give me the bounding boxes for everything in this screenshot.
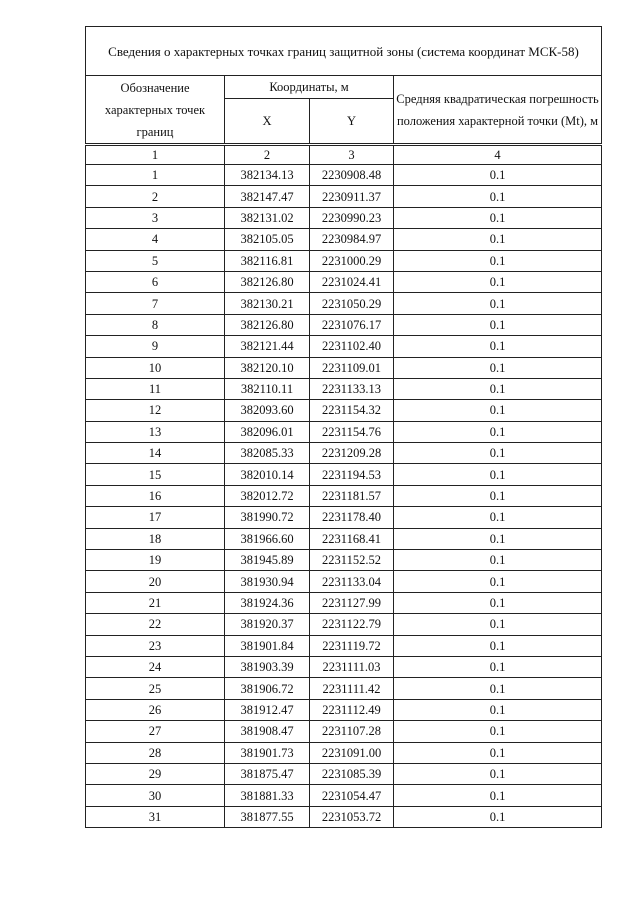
column-number: 1 bbox=[86, 145, 225, 165]
y-coordinate-cell: 2231076.17 bbox=[310, 314, 394, 335]
column-number: 2 bbox=[225, 145, 310, 165]
table-title: Сведения о характерных точках границ защитной зоны (система координат МСК-58) bbox=[86, 27, 602, 76]
error-cell: 0.1 bbox=[394, 229, 602, 250]
y-coordinate-cell: 2231091.00 bbox=[310, 742, 394, 763]
error-cell: 0.1 bbox=[394, 186, 602, 207]
table-row bbox=[86, 378, 602, 399]
point-id-cell: 5 bbox=[86, 250, 225, 271]
x-coordinate-cell: 382085.33 bbox=[225, 443, 310, 464]
y-coordinate-cell: 2230911.37 bbox=[310, 186, 394, 207]
y-coordinate-cell: 2231133.13 bbox=[310, 378, 394, 399]
table-row bbox=[86, 763, 602, 784]
table-row bbox=[86, 186, 602, 207]
table-row bbox=[86, 528, 602, 549]
table-row bbox=[86, 271, 602, 292]
table-row bbox=[86, 721, 602, 742]
point-id-cell: 4 bbox=[86, 229, 225, 250]
table-row bbox=[86, 165, 602, 186]
header-point: Обозначение характерных точек границ bbox=[86, 76, 225, 145]
y-coordinate-cell: 2231111.42 bbox=[310, 678, 394, 699]
point-id-cell: 31 bbox=[86, 806, 225, 827]
x-coordinate-cell: 382105.05 bbox=[225, 229, 310, 250]
error-cell: 0.1 bbox=[394, 421, 602, 442]
x-coordinate-cell: 381877.55 bbox=[225, 806, 310, 827]
error-cell: 0.1 bbox=[394, 763, 602, 784]
x-coordinate-cell: 381901.84 bbox=[225, 635, 310, 656]
x-coordinate-cell: 382010.14 bbox=[225, 464, 310, 485]
y-coordinate-cell: 2231024.41 bbox=[310, 271, 394, 292]
error-cell: 0.1 bbox=[394, 357, 602, 378]
error-cell: 0.1 bbox=[394, 721, 602, 742]
point-id-cell: 2 bbox=[86, 186, 225, 207]
y-coordinate-cell: 2231102.40 bbox=[310, 336, 394, 357]
y-coordinate-cell: 2231209.28 bbox=[310, 443, 394, 464]
x-coordinate-cell: 381901.73 bbox=[225, 742, 310, 763]
x-coordinate-cell: 382126.80 bbox=[225, 314, 310, 335]
point-id-cell: 11 bbox=[86, 378, 225, 399]
x-coordinate-cell: 382121.44 bbox=[225, 336, 310, 357]
x-coordinate-cell: 381881.33 bbox=[225, 785, 310, 806]
header-y: Y bbox=[310, 99, 394, 145]
point-id-cell: 12 bbox=[86, 400, 225, 421]
y-coordinate-cell: 2231000.29 bbox=[310, 250, 394, 271]
point-id-cell: 30 bbox=[86, 785, 225, 806]
point-id-cell: 1 bbox=[86, 165, 225, 186]
point-id-cell: 6 bbox=[86, 271, 225, 292]
table-row bbox=[86, 464, 602, 485]
y-coordinate-cell: 2231133.04 bbox=[310, 571, 394, 592]
x-coordinate-cell: 381908.47 bbox=[225, 721, 310, 742]
error-cell: 0.1 bbox=[394, 614, 602, 635]
x-coordinate-cell: 381945.89 bbox=[225, 550, 310, 571]
coordinates-table bbox=[85, 26, 602, 828]
table-row bbox=[86, 699, 602, 720]
point-id-cell: 22 bbox=[86, 614, 225, 635]
point-id-cell: 25 bbox=[86, 678, 225, 699]
error-cell: 0.1 bbox=[394, 336, 602, 357]
error-cell: 0.1 bbox=[394, 528, 602, 549]
x-coordinate-cell: 382093.60 bbox=[225, 400, 310, 421]
y-coordinate-cell: 2230908.48 bbox=[310, 165, 394, 186]
error-cell: 0.1 bbox=[394, 806, 602, 827]
y-coordinate-cell: 2231107.28 bbox=[310, 721, 394, 742]
error-cell: 0.1 bbox=[394, 293, 602, 314]
y-coordinate-cell: 2231178.40 bbox=[310, 507, 394, 528]
error-cell: 0.1 bbox=[394, 699, 602, 720]
x-coordinate-cell: 381875.47 bbox=[225, 763, 310, 784]
y-coordinate-cell: 2231181.57 bbox=[310, 485, 394, 506]
table-row bbox=[86, 656, 602, 677]
x-coordinate-cell: 382131.02 bbox=[225, 207, 310, 228]
table-row bbox=[86, 314, 602, 335]
x-coordinate-cell: 382116.81 bbox=[225, 250, 310, 271]
table-row bbox=[86, 443, 602, 464]
y-coordinate-cell: 2231194.53 bbox=[310, 464, 394, 485]
error-cell: 0.1 bbox=[394, 250, 602, 271]
table-row bbox=[86, 742, 602, 763]
x-coordinate-cell: 382130.21 bbox=[225, 293, 310, 314]
column-number: 3 bbox=[310, 145, 394, 165]
error-cell: 0.1 bbox=[394, 400, 602, 421]
y-coordinate-cell: 2231119.72 bbox=[310, 635, 394, 656]
table-row bbox=[86, 571, 602, 592]
table-row bbox=[86, 250, 602, 271]
table-row bbox=[86, 507, 602, 528]
y-coordinate-cell: 2231154.32 bbox=[310, 400, 394, 421]
error-cell: 0.1 bbox=[394, 207, 602, 228]
point-id-cell: 7 bbox=[86, 293, 225, 314]
error-cell: 0.1 bbox=[394, 314, 602, 335]
y-coordinate-cell: 2231050.29 bbox=[310, 293, 394, 314]
y-coordinate-cell: 2230990.23 bbox=[310, 207, 394, 228]
x-coordinate-cell: 382120.10 bbox=[225, 357, 310, 378]
point-id-cell: 27 bbox=[86, 721, 225, 742]
x-coordinate-cell: 381924.36 bbox=[225, 592, 310, 613]
error-cell: 0.1 bbox=[394, 550, 602, 571]
table-row bbox=[86, 293, 602, 314]
point-id-cell: 29 bbox=[86, 763, 225, 784]
error-cell: 0.1 bbox=[394, 678, 602, 699]
table-row bbox=[86, 614, 602, 635]
x-coordinate-cell: 381920.37 bbox=[225, 614, 310, 635]
x-coordinate-cell: 381906.72 bbox=[225, 678, 310, 699]
table-row bbox=[86, 806, 602, 827]
error-cell: 0.1 bbox=[394, 571, 602, 592]
y-coordinate-cell: 2231122.79 bbox=[310, 614, 394, 635]
header-error: Средняя квадратическая погрешность положения характерной точки (Mt), м bbox=[394, 76, 602, 145]
point-id-cell: 14 bbox=[86, 443, 225, 464]
point-id-cell: 26 bbox=[86, 699, 225, 720]
x-coordinate-cell: 381903.39 bbox=[225, 656, 310, 677]
y-coordinate-cell: 2231085.39 bbox=[310, 763, 394, 784]
point-id-cell: 16 bbox=[86, 485, 225, 506]
y-coordinate-cell: 2231152.52 bbox=[310, 550, 394, 571]
point-id-cell: 3 bbox=[86, 207, 225, 228]
header-coords: Координаты, м bbox=[225, 76, 394, 99]
table-row bbox=[86, 421, 602, 442]
point-id-cell: 18 bbox=[86, 528, 225, 549]
error-cell: 0.1 bbox=[394, 485, 602, 506]
header-x: X bbox=[225, 99, 310, 145]
error-cell: 0.1 bbox=[394, 443, 602, 464]
table-row bbox=[86, 207, 602, 228]
y-coordinate-cell: 2231111.03 bbox=[310, 656, 394, 677]
x-coordinate-cell: 382110.11 bbox=[225, 378, 310, 399]
error-cell: 0.1 bbox=[394, 742, 602, 763]
table-row bbox=[86, 550, 602, 571]
y-coordinate-cell: 2230984.97 bbox=[310, 229, 394, 250]
table-row bbox=[86, 400, 602, 421]
point-id-cell: 8 bbox=[86, 314, 225, 335]
table-row bbox=[86, 592, 602, 613]
error-cell: 0.1 bbox=[394, 507, 602, 528]
point-id-cell: 15 bbox=[86, 464, 225, 485]
error-cell: 0.1 bbox=[394, 785, 602, 806]
x-coordinate-cell: 381912.47 bbox=[225, 699, 310, 720]
table-row bbox=[86, 485, 602, 506]
error-cell: 0.1 bbox=[394, 635, 602, 656]
x-coordinate-cell: 382012.72 bbox=[225, 485, 310, 506]
y-coordinate-cell: 2231112.49 bbox=[310, 699, 394, 720]
error-cell: 0.1 bbox=[394, 378, 602, 399]
error-cell: 0.1 bbox=[394, 464, 602, 485]
y-coordinate-cell: 2231127.99 bbox=[310, 592, 394, 613]
error-cell: 0.1 bbox=[394, 656, 602, 677]
point-id-cell: 13 bbox=[86, 421, 225, 442]
y-coordinate-cell: 2231053.72 bbox=[310, 806, 394, 827]
column-number: 4 bbox=[394, 145, 602, 165]
point-id-cell: 17 bbox=[86, 507, 225, 528]
table-row bbox=[86, 678, 602, 699]
point-id-cell: 20 bbox=[86, 571, 225, 592]
table-row bbox=[86, 635, 602, 656]
table-row bbox=[86, 336, 602, 357]
x-coordinate-cell: 381966.60 bbox=[225, 528, 310, 549]
point-id-cell: 9 bbox=[86, 336, 225, 357]
table-row bbox=[86, 229, 602, 250]
y-coordinate-cell: 2231054.47 bbox=[310, 785, 394, 806]
table-row bbox=[86, 785, 602, 806]
point-id-cell: 23 bbox=[86, 635, 225, 656]
point-id-cell: 19 bbox=[86, 550, 225, 571]
error-cell: 0.1 bbox=[394, 271, 602, 292]
x-coordinate-cell: 381930.94 bbox=[225, 571, 310, 592]
y-coordinate-cell: 2231168.41 bbox=[310, 528, 394, 549]
error-cell: 0.1 bbox=[394, 592, 602, 613]
point-id-cell: 10 bbox=[86, 357, 225, 378]
y-coordinate-cell: 2231109.01 bbox=[310, 357, 394, 378]
point-id-cell: 24 bbox=[86, 656, 225, 677]
table-row bbox=[86, 357, 602, 378]
x-coordinate-cell: 381990.72 bbox=[225, 507, 310, 528]
x-coordinate-cell: 382134.13 bbox=[225, 165, 310, 186]
x-coordinate-cell: 382147.47 bbox=[225, 186, 310, 207]
x-coordinate-cell: 382096.01 bbox=[225, 421, 310, 442]
error-cell: 0.1 bbox=[394, 165, 602, 186]
point-id-cell: 28 bbox=[86, 742, 225, 763]
y-coordinate-cell: 2231154.76 bbox=[310, 421, 394, 442]
x-coordinate-cell: 382126.80 bbox=[225, 271, 310, 292]
point-id-cell: 21 bbox=[86, 592, 225, 613]
